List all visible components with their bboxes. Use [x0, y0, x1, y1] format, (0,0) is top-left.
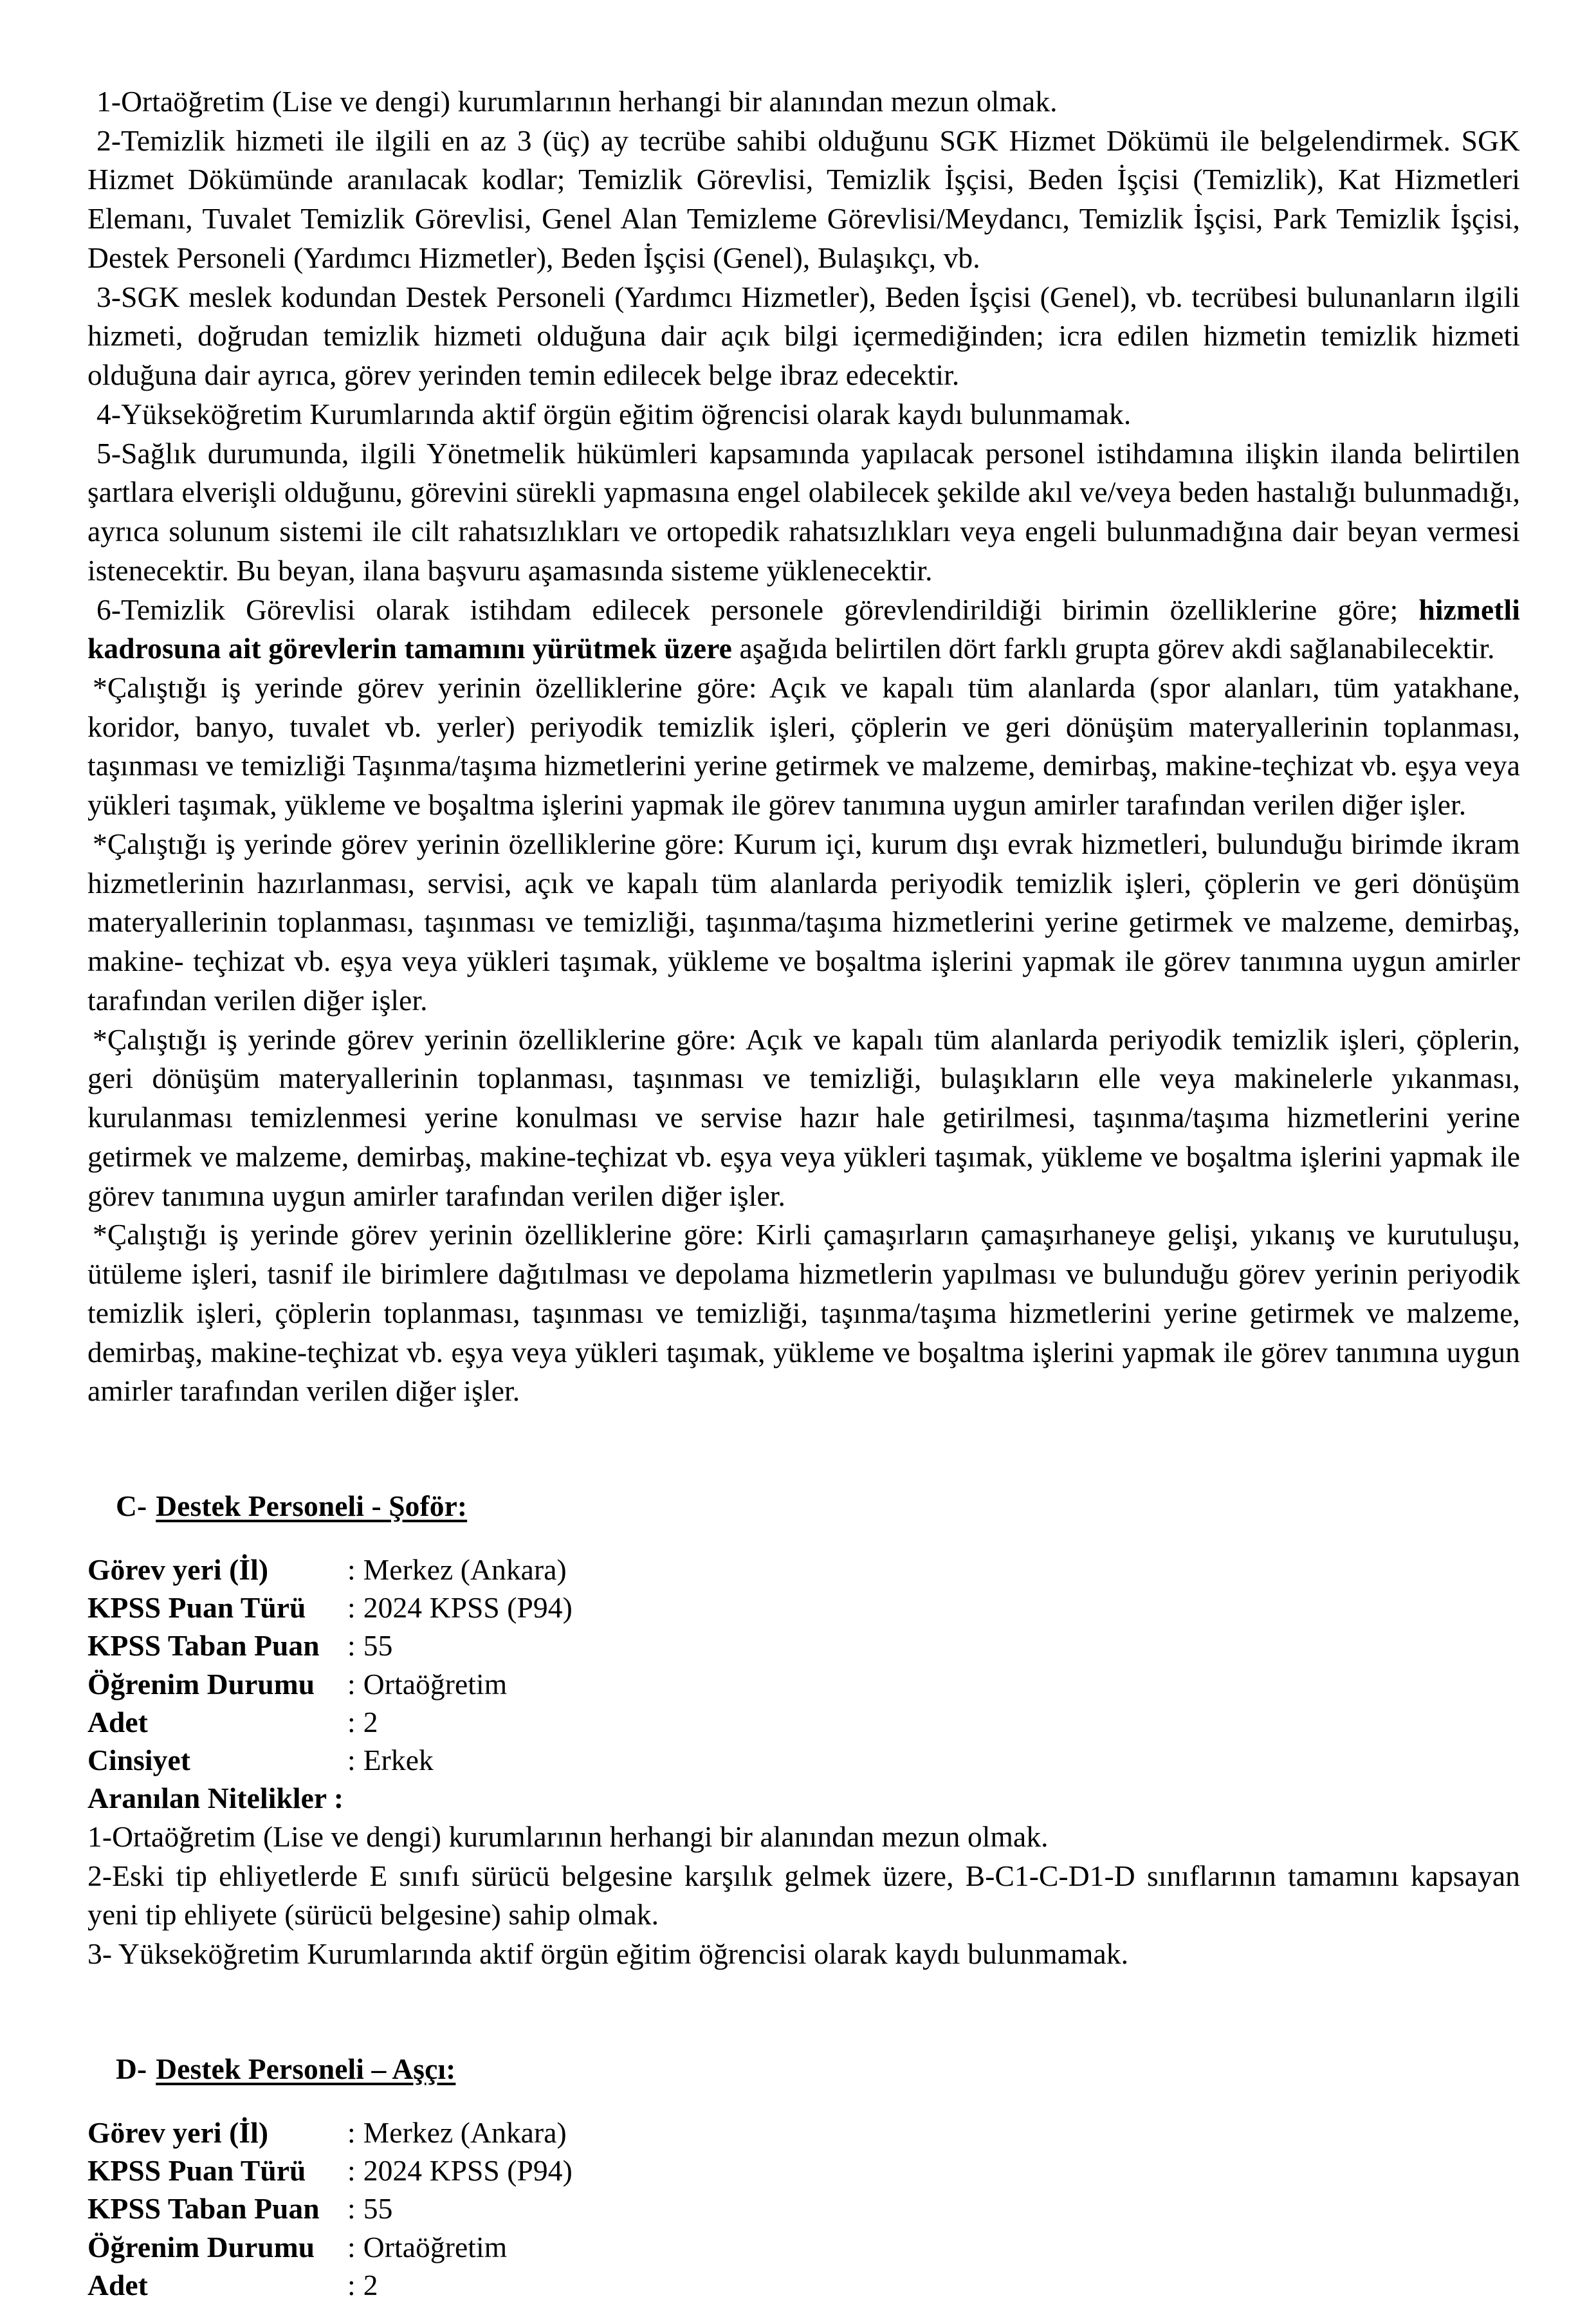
detail-label: KPSS Taban Puan: [87, 1629, 320, 1663]
section-spacer-before-d: [87, 1974, 1520, 2050]
detail-label: Görev yeri (İl): [87, 1553, 269, 1587]
detail-separator: :: [347, 2154, 356, 2188]
detail-value: 55: [363, 1629, 393, 1663]
section-letter-c: C-: [116, 1489, 147, 1522]
detail-label: Adet: [87, 2268, 148, 2301]
detail-row: [87, 1703, 1520, 1741]
detail-row: [87, 2114, 1520, 2152]
document-body: [87, 82, 1520, 2304]
detail-value: 2: [363, 2268, 378, 2301]
detail-row: [87, 2189, 1520, 2227]
duty-group-paragraph-3: *Çalıştığı iş yerinde görev yerinin özelliklerine göre: Açık ve kapalı tüm alanlarda periyodik temizlik işleri, çöplerin, geri dönüşüm materyallerinin toplanması, taşınması ve temizliği, bulaşıkların elle veya makinelerle yıkanması, kurulanması temizlenmesi yerine konulması ve servise hazır hale getirilmesi, taşınma/taşıma hizmetlerini yerine getirmek ve malzeme, demirbaş, makine-teçhizat vb. eşya veya yükleri taşımak, yükleme ve boşaltma işlerini yapmak ile görev tanımına uygun amirler tarafından verilen diğer işler.: [87, 1022, 1520, 1212]
requirement-6-text-part-2: aşağıda belirtilen dört farklı grupta görev akdi sağlanabilecektir.: [731, 632, 1495, 665]
requirement-paragraph-1: 1-Ortaöğretim (Lise ve dengi) kurumlarının herhangi bir alanından mezun olmak.: [96, 85, 1058, 118]
detail-value: Merkez (Ankara): [363, 1553, 567, 1587]
detail-separator: :: [347, 1591, 356, 1625]
detail-separator: :: [347, 1705, 356, 1738]
requirement-paragraph-2: 2-Temizlik hizmeti ile ilgili en az 3 (üç) ay tecrübe sahibi olduğunu SGK Hizmet Dökümü ile belgelendirmek. SGK Hizmet Dökümünde aranılacak kodlar; Temizlik Görevlisi, Temizlik İşçisi, Beden İşçisi (Temizlik), Kat Hizmetleri Elemanı, Tuvalet Temizlik Görevlisi, Genel Alan Temizleme Görevlisi/Meydancı, Temizlik İşçisi, Park Temizlik İşçisi, Destek Personeli (Yardımcı Hizmetler), Beden İşçisi (Genel), Bulaşıkçı, vb.: [87, 124, 1520, 274]
detail-label: Cinsiyet: [87, 1743, 191, 1776]
detail-label: Öğrenim Durumu: [87, 1667, 315, 1700]
details-list-c: [87, 1551, 1520, 1779]
section-letter-d: D-: [116, 2052, 147, 2085]
requirement-paragraph-3: 3-SGK meslek kodundan Destek Personeli (Yardımcı Hizmetler), Beden İşçisi (Genel), vb. tecrübesi bulunanların ilgili hizmeti, doğrudan temizlik hizmeti olduğuna dair açık bilgi içermediğinden; icra edilen hizmetin temizlik hizmeti olduğuna dair ayrıca, görev yerinden temin edilecek belge ibraz edecektir.: [87, 280, 1520, 392]
detail-row: [87, 2266, 1520, 2304]
spacer-after-heading-d: [87, 2088, 1520, 2114]
detail-row: [87, 1627, 1520, 1664]
detail-value: Erkek: [363, 1743, 434, 1776]
detail-label: Adet: [87, 1705, 148, 1738]
detail-label: KPSS Puan Türü: [87, 1591, 306, 1625]
detail-row: [87, 1589, 1520, 1627]
section-title-c: Destek Personeli - Şoför:: [156, 1489, 468, 1522]
requirement-paragraph-5: 5-Sağlık durumunda, ilgili Yönetmelik hükümleri kapsamında yapılacak personel istihdamına ilişkin ilanda belirtilen şartlara elverişli olduğunu, görevini sürekli yapmasına engel olabilecek şekilde akıl ve/veya beden hastalığı bulunmadığı, ayrıca solunum sistemi ile cilt rahatsızlıkları ve ortopedik rahatsızlıkları veya engeli bulunmadığına dair beyan vermesi istenecektir. Bu beyan, ilana başvuru aşamasında sisteme yüklenecektir.: [87, 436, 1520, 587]
detail-separator: :: [347, 1743, 356, 1776]
detail-row: [87, 2152, 1520, 2189]
detail-separator: :: [347, 1667, 356, 1700]
detail-value: 2: [363, 1705, 378, 1738]
section-spacer-before-c: [87, 1411, 1520, 1487]
detail-separator: :: [347, 2268, 356, 2301]
detail-row: [87, 1665, 1520, 1703]
detail-separator: :: [347, 2230, 356, 2263]
detail-value: 2024 KPSS (P94): [363, 2154, 573, 2188]
requirement-item: 1-Ortaöğretim (Lise ve dengi) kurumlarının herhangi bir alanından mezun olmak.: [87, 1820, 1049, 1853]
requirements-list-c: [87, 1818, 1520, 1974]
section-heading-d: [87, 2050, 1520, 2088]
detail-value: 55: [363, 2192, 393, 2226]
requirement-paragraph-4: 4-Yükseköğretim Kurumlarında aktif örgün eğitim öğrencisi olarak kaydı bulunmamak.: [96, 397, 1132, 430]
requirement-paragraph-6: [87, 591, 1520, 668]
detail-value: Ortaöğretim: [363, 2230, 508, 2263]
detail-separator: :: [347, 1629, 356, 1663]
requirement-item: 3- Yükseköğretim Kurumlarında aktif örgün eğitim öğrencisi olarak kaydı bulunmamak.: [87, 1937, 1129, 1971]
detail-label: KPSS Taban Puan: [87, 2192, 320, 2226]
requirements-heading-c: Aranılan Nitelikler :: [87, 1781, 344, 1814]
spacer-after-heading-c: [87, 1525, 1520, 1551]
detail-value: Merkez (Ankara): [363, 2116, 567, 2150]
detail-row: [87, 1551, 1520, 1589]
duty-group-paragraph-2: *Çalıştığı iş yerinde görev yerinin özelliklerine göre: Kurum içi, kurum dışı evrak hizmetleri, bulunduğu birimde ikram hizmetlerinin hazırlanması, servisi, açık ve kapalı tüm alanlarda periyodik temizlik işleri, çöplerin ve geri dönüşüm materyallerinin toplanması, taşınması ve temizliği, taşınma/taşıma hizmetlerini yerine getirmek ve malzeme, demirbaş, makine- teçhizat vb. eşya veya yükleri taşımak, yükleme ve boşaltma işlerini yapmak ile görev tanımına uygun amirler tarafından verilen diğer işler.: [87, 827, 1520, 1017]
detail-row: [87, 2228, 1520, 2266]
detail-label: KPSS Puan Türü: [87, 2154, 306, 2188]
requirement-6-text-part-1: 6-Temizlik Görevlisi olarak istihdam edilecek personele görevlendirildiği birimin özelliklerine göre;: [96, 593, 1419, 626]
detail-separator: :: [347, 2192, 356, 2226]
requirement-item: 2-Eski tip ehliyetlerde E sınıfı sürücü belgesine karşılık gelmek üzere, B-C1-C-D1-D sınıflarının tamamını kapsayan yeni tip ehliyete (sürücü belgesine) sahip olmak.: [87, 1859, 1520, 1931]
detail-value: Ortaöğretim: [363, 1667, 508, 1700]
duty-group-paragraph-1: *Çalıştığı iş yerinde görev yerinin özelliklerine göre: Açık ve kapalı tüm alanlarda (spor alanları, tüm yatakhane, koridor, banyo, tuvalet vb. yerler) periyodik temizlik işleri, çöplerin ve geri dönüşüm materyallerinin toplanması, taşınması ve temizliği Taşınma/taşıma hizmetlerini yerine getirmek ve malzeme, demirbaş, makine-teçhizat vb. eşya veya yükleri taşımak, yükleme ve boşaltma işlerini yapmak ile görev tanımına uygun amirler tarafından verilen diğer işler.: [87, 671, 1520, 822]
detail-value: 2024 KPSS (P94): [363, 1591, 573, 1625]
detail-label: Görev yeri (İl): [87, 2116, 269, 2150]
detail-separator: :: [347, 1553, 356, 1587]
details-list-d: [87, 2114, 1520, 2304]
detail-separator: :: [347, 2116, 356, 2150]
duty-group-paragraph-4: *Çalıştığı iş yerinde görev yerinin özelliklerine göre: Kirli çamaşırların çamaşırhaneye gelişi, yıkanış ve kurutuluşu, ütüleme işleri, tasnif ile birimlere dağıtılması ve depolama hizmetlerin yapılması ve bulunduğu görev yerinin periyodik temizlik işleri, çöplerin toplanması, taşınması ve temizliği, taşınma/taşıma hizmetlerini yerine getirmek ve malzeme, demirbaş, makine-teçhizat vb. eşya veya yükleri taşımak, yükleme ve boşaltma işlerini yapmak ile görev tanımına uygun amirler tarafından verilen diğer işler.: [87, 1218, 1520, 1408]
detail-row: [87, 1741, 1520, 1779]
section-title-d: Destek Personeli – Aşçı:: [156, 2052, 456, 2085]
detail-label: Öğrenim Durumu: [87, 2230, 315, 2263]
section-heading-c: [87, 1487, 1520, 1525]
requirement-6-bold-phrase: hizmetli kadrosuna ait görevlerin tamamını yürütmek üzere: [87, 593, 1520, 665]
